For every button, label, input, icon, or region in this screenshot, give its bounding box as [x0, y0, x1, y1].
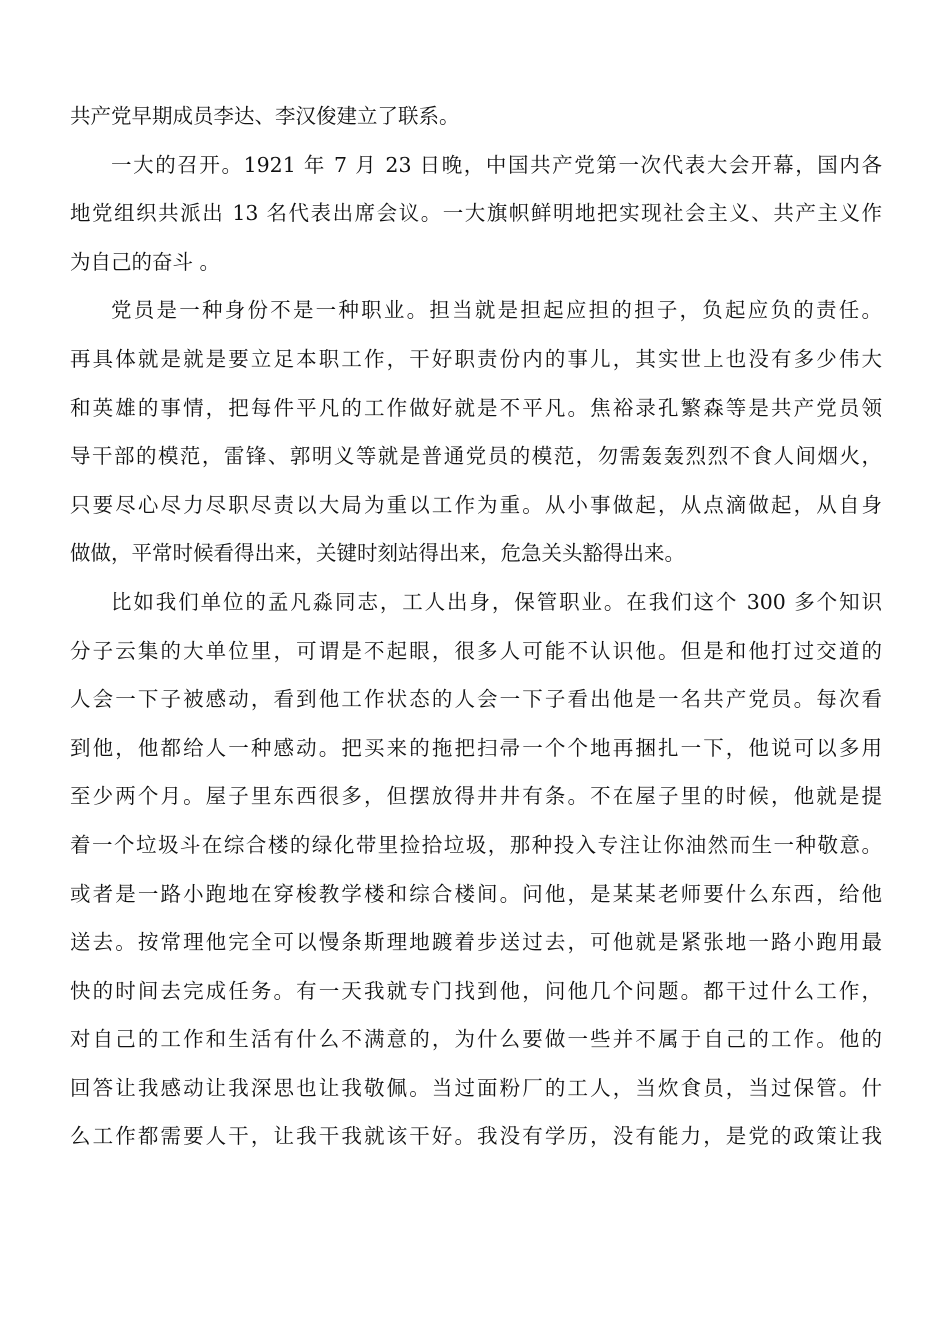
- text-line: 对自己的工作和生活有什么不满意的，为什么要做一些并不属于自己的工作。他的: [70, 1027, 882, 1052]
- text-line: 一大的召开。1921 年 7 月 23 日晚，中国共产党第一次代表大会开幕，国内各: [111, 152, 882, 177]
- text-line: 再具体就是就是要立足本职工作，干好职责份内的事儿，其实世上也没有多少伟大: [70, 346, 882, 371]
- text-line: 比如我们单位的孟凡淼同志，工人出身，保管职业。在我们这个 300 多个知识: [111, 589, 882, 614]
- text-line: 至少两个月。屋子里东西很多，但摆放得井井有条。不在屋子里的时候，他就是提: [70, 784, 882, 809]
- text-line: 只要尽心尽力尽职尽责以大局为重以工作为重。从小事做起，从点滴做起，从自身: [70, 492, 882, 517]
- text-line: 和英雄的事情，把每件平凡的工作做好就是不平凡。焦裕录孔繁森等是共产党员领: [70, 395, 882, 420]
- text-line: 快的时间去完成任务。有一天我就专门找到他，问他几个问题。都干过什么工作，: [70, 978, 882, 1003]
- document-page: [70, 92, 882, 1161]
- text-line: 导干部的模范，雷锋、郭明义等就是普通党员的模范，勿需轰轰烈烈不食人间烟火，: [70, 444, 882, 469]
- text-line: 么工作都需要人干，让我干我就该干好。我没有学历，没有能力，是党的政策让我: [70, 1124, 882, 1149]
- text-line: 为自己的奋斗 。: [70, 249, 221, 274]
- text-line: 到他，他都给人一种感动。把买来的拖把扫帚一个个地再捆扎一下，他说可以多用: [70, 735, 882, 760]
- text-line: 人会一下子被感动，看到他工作状态的人会一下子看出他是一名共产党员。每次看: [70, 687, 882, 712]
- text-line: 着一个垃圾斗在综合楼的绿化带里捡拾垃圾，那种投入专注让你油然而生一种敬意。: [70, 832, 882, 857]
- text-line: 送去。按常理他完全可以慢条斯理地踱着步送过去，可他就是紧张地一路小跑用最: [70, 930, 882, 955]
- text-line: 或者是一路小跑地在穿梭教学楼和综合楼间。问他，是某某老师要什么东西，给他: [70, 881, 882, 906]
- text-line: 党员是一种身份不是一种职业。担当就是担起应担的担子，负起应负的责任。: [111, 298, 882, 323]
- text-line: 做做，平常时候看得出来，关键时刻站得出来，危急关头豁得出来。: [70, 541, 685, 566]
- text-line: 分子云集的大单位里，可谓是不起眼，很多人可能不认识他。但是和他打过交道的: [70, 638, 882, 663]
- text-line: 地党组织共派出 13 名代表出席会议。一大旗帜鲜明地把实现社会主义、共产主义作: [70, 201, 882, 226]
- text-line: 回答让我感动让我深思也让我敬佩。当过面粉厂的工人，当炊食员，当过保管。什: [70, 1075, 882, 1100]
- text-line: 共产党早期成员李达、李汉俊建立了联系。: [70, 104, 460, 128]
